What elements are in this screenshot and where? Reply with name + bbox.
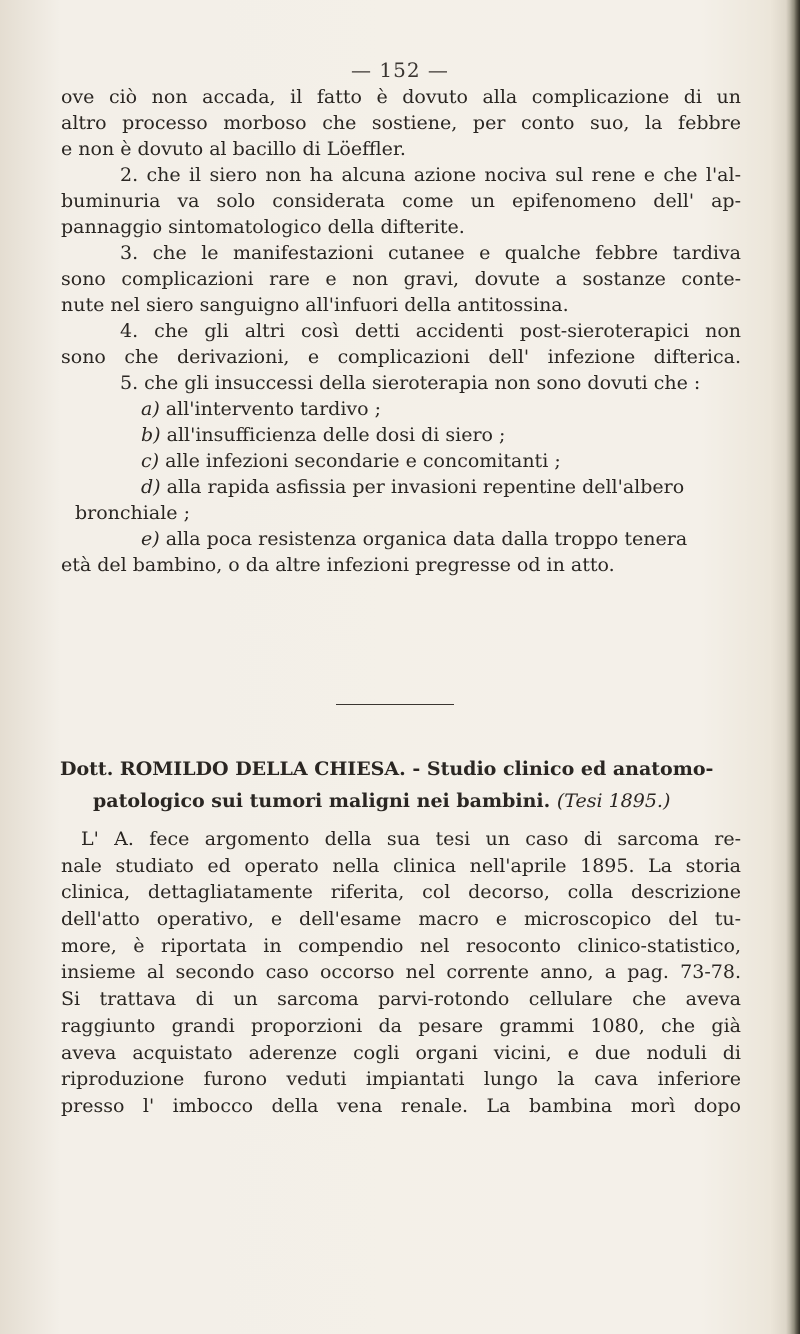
subitem-c: [61, 448, 741, 474]
subitem-letter: c): [141, 450, 160, 472]
page-number: — 152 —: [351, 58, 449, 82]
subitem-text: alla rapida asfissia per invasioni repentine dell'albero: [166, 476, 685, 498]
text-line: sono che derivazioni, e complicazioni dell' infezione difterica.: [61, 346, 741, 368]
text-line: clinica, dettagliatamente riferita, col decorso, colla descrizione: [61, 881, 741, 904]
section-divider: [336, 704, 454, 705]
text-line: 5. che gli insuccessi della sieroterapia non sono dovuti che :: [120, 372, 701, 394]
text-line: more, è riportata in compendio nel resoconto clinico-statistico,: [61, 934, 741, 957]
subitem-letter: b): [141, 424, 161, 446]
text-line: sono complicazioni rare e non gravi, dovute a sostanze conte-: [61, 268, 741, 290]
subitem-letter: d): [141, 476, 161, 498]
text-line: 3. che le manifestazioni cutanee e qualche febbre tardiva: [120, 242, 741, 264]
text-line: raggiunto grandi proporzioni da pesare grammi 1080, che già: [61, 1014, 741, 1037]
conclusion-item-2: [61, 162, 741, 240]
page-edge-shadow: [786, 0, 800, 1334]
text-line: presso l' imbocco della vena renale. La bambina morì dopo: [61, 1094, 741, 1117]
text-line: insieme al secondo caso occorso nel corrente anno, a pag. 73-78.: [61, 961, 741, 984]
subitem-text: all'insufficienza delle dosi di siero ;: [166, 424, 506, 446]
conclusion-item-5: [61, 370, 741, 578]
subitem-text: all'intervento tardivo ;: [165, 398, 382, 420]
subitem-text: bronchiale ;: [75, 502, 190, 524]
heading-thesis-note: (Tesi 1895.): [556, 790, 671, 812]
subitem-b: [61, 422, 741, 448]
text-line: nute nel siero sanguigno all'infuori della antitossina.: [61, 294, 569, 316]
subitem-text: alle infezioni secondarie e concomitanti ;: [165, 450, 561, 472]
text-line: pannaggio sintomatologico della difterite.: [61, 216, 465, 238]
paragraph-continuation: [61, 84, 741, 162]
subitem-d: [61, 474, 741, 500]
text-line: Si trattava di un sarcoma parvi-rotondo cellulare che aveva: [61, 988, 741, 1011]
text-line: buminuria va solo considerata come un epifenomeno dell' ap-: [61, 190, 741, 212]
text-line: riproduzione furono veduti impiantati lungo la cava inferiore: [61, 1068, 741, 1091]
subitem-a: [61, 396, 741, 422]
subitem-letter: e): [141, 528, 160, 550]
conclusion-item-4: [61, 318, 741, 370]
subitem-letter: a): [141, 398, 160, 420]
article-body: [61, 826, 741, 1120]
heading-title-continued: patologico sui tumori maligni nei bambini.: [93, 790, 551, 812]
text-line: e non è dovuto al bacillo di Löeffler.: [61, 138, 406, 160]
text-line: aveva acquistato aderenze cogli organi vicini, e due noduli di: [61, 1041, 741, 1064]
subitem-text: età del bambino, o da altre infezioni pregresse od in atto.: [61, 554, 615, 576]
text-line: dell'atto operativo, e dell'esame macro e microscopico del tu-: [61, 908, 741, 931]
text-line: altro processo morboso che sostiene, per conto suo, la febbre: [61, 112, 741, 134]
text-line: 4. che gli altri così detti accidenti post-sieroterapici non: [120, 320, 741, 342]
conclusion-item-3: [61, 240, 741, 318]
text-line: 2. che il siero non ha alcuna azione nociva sul rene e che l'al-: [120, 164, 741, 186]
subitem-text: alla poca resistenza organica data dalla troppo tenera: [165, 528, 688, 550]
subitem-e: [61, 526, 741, 552]
article-heading: [60, 756, 740, 814]
heading-author-title: Dott. ROMILDO DELLA CHIESA. - Studio clinico ed anatomo-: [60, 758, 714, 780]
text-line: nale studiato ed operato nella clinica nell'aprile 1895. La storia: [61, 854, 741, 877]
text-line: ove ciò non accada, il fatto è dovuto alla complicazione di un: [61, 86, 741, 108]
text-line: L' A. fece argomento della sua tesi un caso di sarcoma re-: [81, 828, 741, 850]
